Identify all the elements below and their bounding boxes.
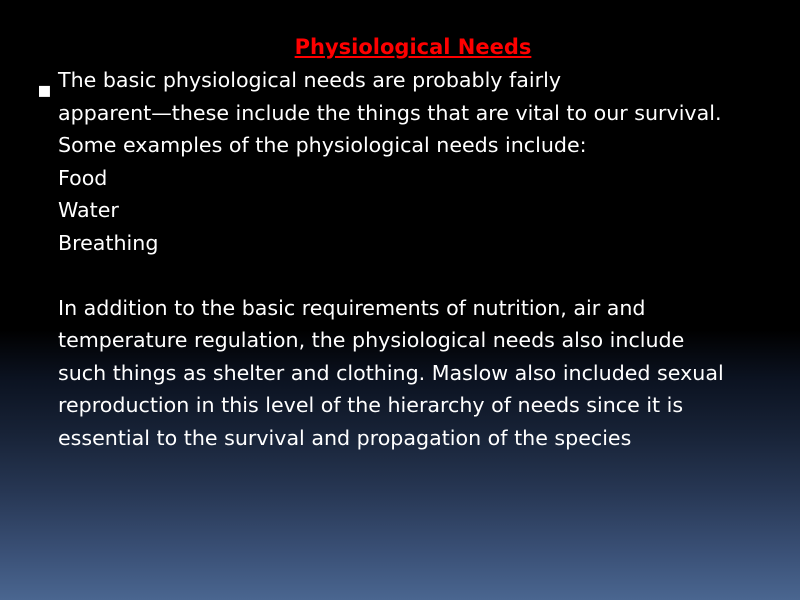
bullet-marker: ▪ xyxy=(37,78,52,103)
slide-body xyxy=(58,64,793,454)
paragraph-line: essential to the survival and propagation of the species xyxy=(58,425,632,450)
intro-line: apparent—these include the things that are vital to our survival. xyxy=(58,100,722,125)
slide-title: Physiological Needs xyxy=(294,35,532,59)
paragraph-spacer xyxy=(58,259,793,292)
intro-line: Some examples of the physiological needs include: xyxy=(58,133,587,157)
paragraph-line: reproduction in this level of the hierarchy of needs since it is xyxy=(58,393,684,417)
example-food: Food xyxy=(58,165,108,190)
paragraph-line: such things as shelter and clothing. Maslow also included sexual xyxy=(58,360,724,385)
example-water: Water xyxy=(58,198,119,222)
paragraph-line: In addition to the basic requirements of nutrition, air and xyxy=(58,295,646,320)
paragraph-line: temperature regulation, the physiological needs also include xyxy=(58,328,685,352)
example-breathing: Breathing xyxy=(58,230,159,255)
intro-line: The basic physiological needs are probably fairly xyxy=(58,68,562,92)
